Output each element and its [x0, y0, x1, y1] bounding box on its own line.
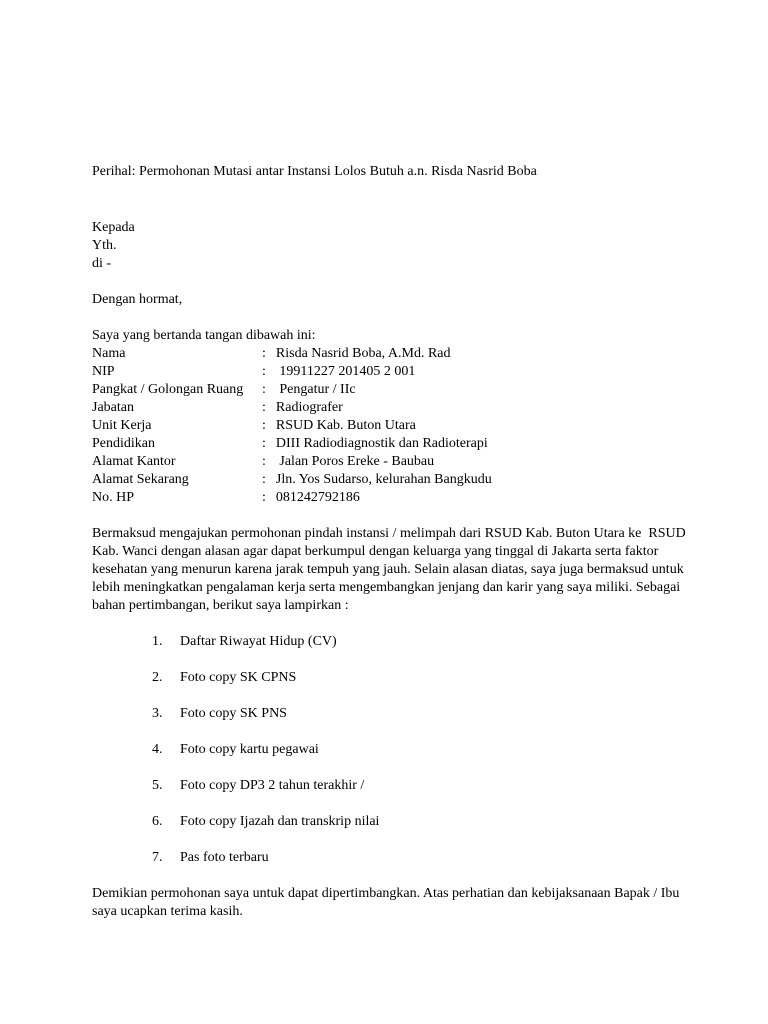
field-colon: : — [262, 436, 266, 451]
list-item-text: Pas foto terbaru — [180, 850, 269, 865]
list-item-number: 6. — [152, 814, 163, 829]
field-colon: : — [262, 364, 266, 379]
salutation: Dengan hormat, — [92, 292, 183, 307]
body-paragraph: Bermaksud mengajukan permohonan pindah instansi / melimpah dari RSUD Kab. Buton Utara ke RSUD Kab. Wanci dengan alasan agar dapat berkumpul dengan keluarga yang tinggal di Jakarta serta faktor kesehatan yang menurun karena jarak tempuh yang jauh. Selain alasan diatas, saya juga bermaksud untuk lebih meningkatkan pengalaman kerja serta mengembangkan jenjang dan karir yang saya miliki. Sebagai bahan pertimbangan, berikut saya lampirkan : — [92, 526, 690, 613]
field-label: No. HP — [92, 490, 135, 505]
recipient-block — [92, 219, 690, 273]
list-item-text: Foto copy Ijazah dan transkrip nilai — [180, 814, 380, 829]
field-colon: : — [262, 382, 266, 397]
field-row-no-hp — [92, 489, 690, 507]
list-item-text: Foto copy kartu pegawai — [180, 742, 319, 757]
field-row-alamat-kantor — [92, 453, 690, 471]
list-item-text: Foto copy SK PNS — [180, 706, 287, 721]
identity-fields — [92, 345, 690, 507]
field-value: Risda Nasrid Boba, A.Md. Rad — [275, 346, 451, 361]
field-row-nip — [92, 363, 690, 381]
recipient-line-di: di - — [92, 256, 112, 271]
field-label: Unit Kerja — [92, 418, 152, 433]
field-colon: : — [262, 454, 266, 469]
field-value: Radiografer — [275, 400, 343, 415]
field-row-pendidikan — [92, 435, 690, 453]
list-item — [152, 633, 690, 651]
field-value: RSUD Kab. Buton Utara — [275, 418, 416, 433]
subject-line: Perihal: Permohonan Mutasi antar Instansi Lolos Butuh a.n. Risda Nasrid Boba — [92, 164, 537, 179]
field-colon: : — [262, 472, 266, 487]
list-item-text: Foto copy DP3 2 tahun terakhir / — [180, 778, 365, 793]
list-item — [152, 741, 690, 759]
list-item — [152, 669, 690, 687]
field-value: 19911227 201405 2 001 — [275, 364, 416, 379]
field-colon: : — [262, 346, 266, 361]
recipient-line-yth: Yth. — [92, 238, 117, 253]
field-label: Jabatan — [92, 400, 134, 415]
field-row-jabatan — [92, 399, 690, 417]
field-row-unit-kerja — [92, 417, 690, 435]
field-colon: : — [262, 400, 266, 415]
field-row-pangkat — [92, 381, 690, 399]
field-value: Pengatur / IIc — [275, 382, 356, 397]
field-label: Nama — [92, 346, 126, 361]
list-item-number: 1. — [152, 634, 163, 649]
closing-paragraph: Demikian permohonan saya untuk dapat dipertimbangkan. Atas perhatian dan kebijaksanaan Bapak / Ibu saya ucapkan terima kasih. — [92, 886, 680, 919]
attachment-list — [152, 633, 690, 867]
field-row-alamat-sekarang — [92, 471, 690, 489]
field-value: 081242792186 — [275, 490, 360, 505]
field-label: Alamat Kantor — [92, 454, 176, 469]
field-label: NIP — [92, 364, 115, 379]
list-item-number: 4. — [152, 742, 163, 757]
list-item-number: 5. — [152, 778, 163, 793]
list-item — [152, 849, 690, 867]
field-value: Jalan Poros Ereke - Baubau — [275, 454, 435, 469]
list-item-number: 2. — [152, 670, 163, 685]
list-item-number: 7. — [152, 850, 163, 865]
intro-line: Saya yang bertanda tangan dibawah ini: — [92, 328, 316, 343]
field-value: DIII Radiodiagnostik dan Radioterapi — [275, 436, 488, 451]
field-value: Jln. Yos Sudarso, kelurahan Bangkudu — [275, 472, 492, 487]
field-label: Alamat Sekarang — [92, 472, 189, 487]
recipient-line-kepada: Kepada — [92, 220, 135, 235]
field-row-nama — [92, 345, 690, 363]
list-item — [152, 777, 690, 795]
list-item-text: Foto copy SK CPNS — [180, 670, 297, 685]
field-label: Pangkat / Golongan Ruang — [92, 382, 244, 397]
field-label: Pendidikan — [92, 436, 155, 451]
list-item-number: 3. — [152, 706, 163, 721]
list-item-text: Daftar Riwayat Hidup (CV) — [180, 634, 337, 649]
list-item — [152, 705, 690, 723]
field-colon: : — [262, 490, 266, 505]
field-colon: : — [262, 418, 266, 433]
list-item — [152, 813, 690, 831]
